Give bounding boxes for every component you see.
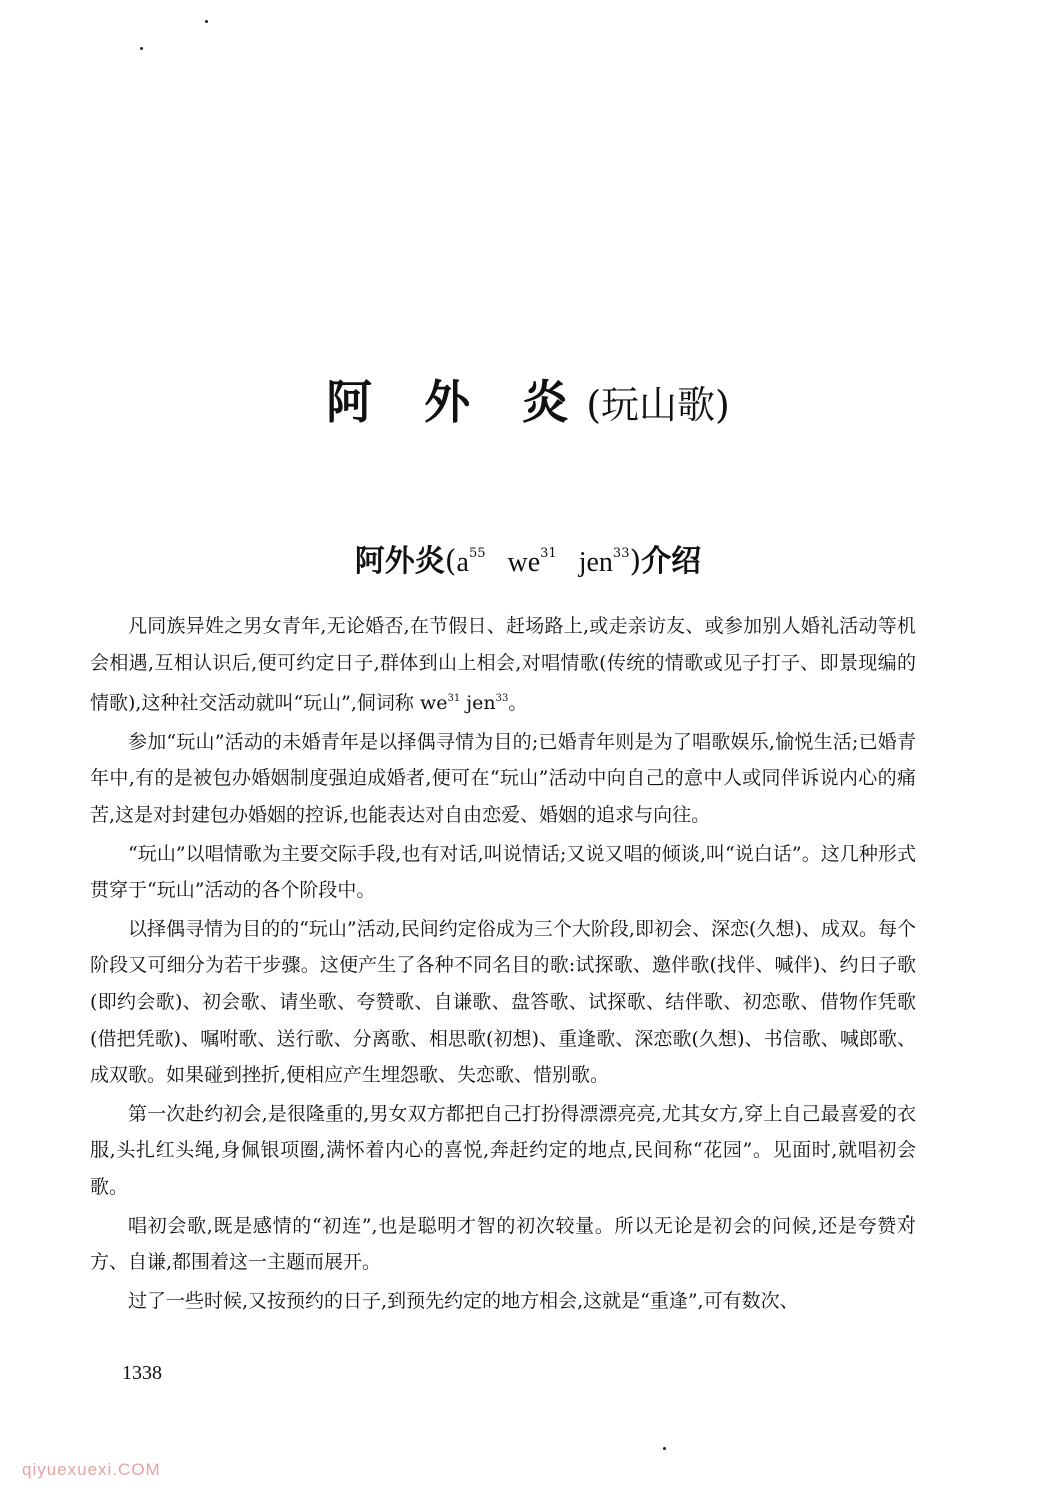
section-heading bbox=[0, 530, 1056, 587]
section-tone-3: 33 bbox=[612, 546, 630, 561]
section-syllable-2: we bbox=[507, 547, 541, 578]
paragraph-text: jen bbox=[460, 692, 496, 715]
scan-speck bbox=[205, 20, 208, 23]
title-subtitle: (玩山歌) bbox=[586, 383, 730, 427]
paragraph bbox=[90, 608, 916, 722]
scan-speck bbox=[140, 47, 143, 50]
paragraph: “玩山”以唱情歌为主要交际手段,也有对话,叫说情话;又说又唱的倾谈,叫“说白话”。这几种形式贯穿于“玩山”活动的各个阶段中。 bbox=[90, 842, 916, 902]
page-title bbox=[0, 372, 1056, 435]
section-paren-close: ) bbox=[629, 544, 642, 579]
paragraph: 参加“玩山”活动的未婚青年是以择偶寻情为目的;已婚青年则是为了唱歌娱乐,愉悦生活;已婚青年中,有的是被包办婚姻制度强迫成婚者,便可在“玩山”活动中向自己的意中人或同伴诉说内心的痛苦,这是对封建包办婚姻的控诉,也能表达对自由恋爱、婚姻的追求与向往。 bbox=[90, 730, 916, 826]
paragraph-text: 凡同族异姓之男女青年,无论婚否,在节假日、赶场路上,或走亲访友、或参加别人婚礼活动等机会相遇,互相认识后,便可约定日子,群体到山上相会,对唱情歌(传统的情歌或见子打子、即景现编的情歌),这种社交活动就叫“玩山”,侗词称 we bbox=[90, 615, 916, 715]
section-syllable-1: a bbox=[456, 547, 469, 578]
paragraph: 第一次赴约初会,是很隆重的,男女双方都把自己打扮得漂漂亮亮,尤其女方,穿上自己最喜爱的衣服,头扎红头绳,身佩银项圈,满怀着内心的喜悦,奔赶约定的地点,民间称“花园”。见面时,就唱初会歌。 bbox=[90, 1102, 916, 1198]
paragraph: 唱初会歌,既是感情的“初连”,也是聪明才智的初次较量。所以无论是初会的问候,还是夸赞对方、自谦,都围着这一主题而展开。 bbox=[90, 1214, 916, 1274]
watermark: qiyuexuexi.COM bbox=[22, 1460, 161, 1479]
section-suffix: 介绍 bbox=[641, 544, 702, 579]
section-tone-2: 31 bbox=[540, 546, 557, 561]
paragraph-text: 。 bbox=[508, 692, 528, 715]
scan-speck bbox=[663, 1447, 666, 1450]
tone-number: 33 bbox=[495, 693, 509, 705]
section-tone-1: 55 bbox=[468, 546, 486, 561]
body-text bbox=[90, 608, 916, 1319]
tone-number: 31 bbox=[447, 693, 461, 705]
section-paren-open: ( bbox=[444, 544, 457, 579]
section-name: 阿外炎 bbox=[354, 544, 445, 579]
paragraph: 过了一些时候,又按预约的日子,到预先约定的地方相会,这就是“重逢”,可有数次、 bbox=[128, 1289, 799, 1312]
page-number: 1338 bbox=[122, 1362, 162, 1384]
section-syllable-3: jen bbox=[578, 547, 613, 578]
title-main: 阿 外 炎 bbox=[326, 375, 587, 429]
paragraph: 以择偶寻情为目的的“玩山”活动,民间约定俗成为三个大阶段,即初会、深恋(久想)、成双。每个阶段又可细分为若干步骤。这便产生了各种不同名目的歌:试探歌、邀伴歌(找伴、喊伴)、约日子歌(即约会歌)、初会歌、请坐歌、夸赞歌、自谦歌、盘答歌、试探歌、结伴歌、初恋歌、借物作凭歌(借把凭歌)、嘱咐歌、送行歌、分离歌、相思歌(初想)、重逢歌、深恋歌(久想)、书信歌、喊郎歌、成双歌。如果碰到挫折,便相应产生埋怨歌、失恋歌、惜别歌。 bbox=[90, 917, 916, 1087]
